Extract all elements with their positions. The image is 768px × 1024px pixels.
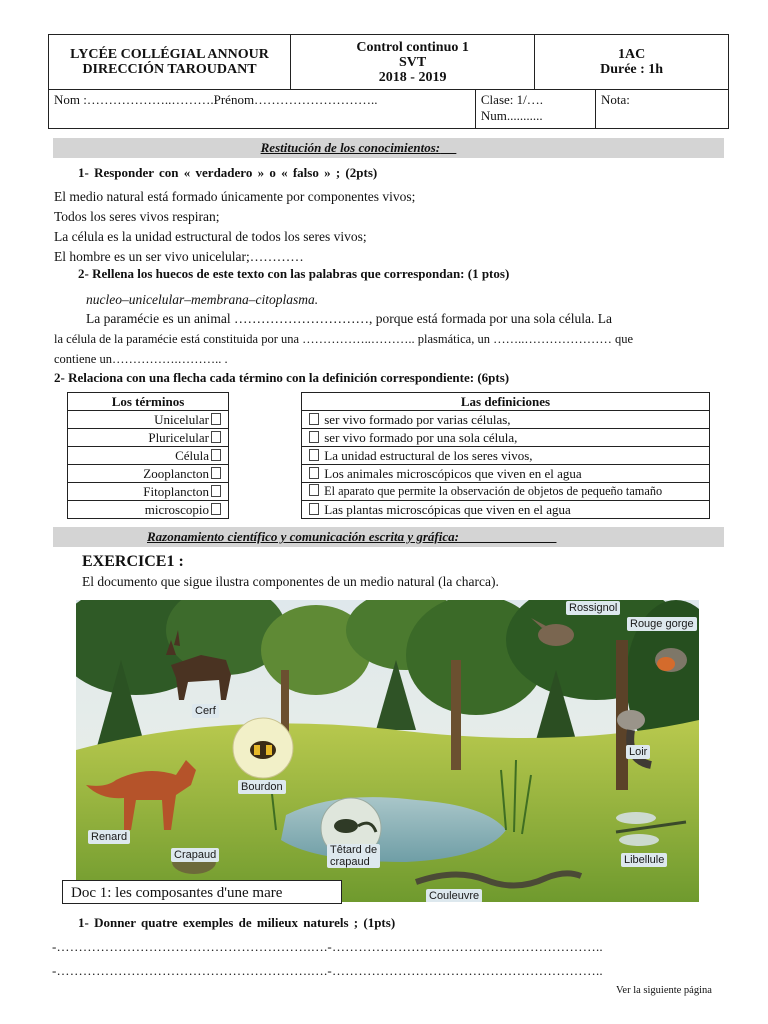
definition-row[interactable]: La unidad estructural de los seres vivos, bbox=[302, 447, 710, 465]
answer-line-1[interactable]: -………………………………………………….….-…………………………………………………….. bbox=[52, 939, 603, 954]
checkbox-icon[interactable] bbox=[309, 467, 319, 479]
definitions-table bbox=[301, 392, 710, 519]
definition-row[interactable]: El aparato que permite la observación de objetos de pequeño tamaño bbox=[302, 483, 710, 501]
duration: Durée : 1h bbox=[600, 62, 664, 77]
level: 1AC bbox=[618, 47, 646, 62]
definition-row[interactable]: ser vivo formado por varias células, bbox=[302, 411, 710, 429]
checkbox-icon[interactable] bbox=[309, 449, 319, 461]
label-renard: Renard bbox=[88, 830, 130, 844]
term-row[interactable]: Zooplancton bbox=[68, 465, 229, 483]
label-rossignol: Rossignol bbox=[566, 601, 620, 615]
school-line1: LYCÉE COLLÉGIAL ANNOUR bbox=[70, 47, 269, 62]
grade-field[interactable]: Nota: bbox=[596, 90, 729, 129]
question-1-title: 1- Responder con « verdadero » o « falso » ; (2pts) bbox=[78, 165, 378, 180]
school-line2: DIRECCIÓN TAROUDANT bbox=[82, 62, 257, 77]
exercise-title: EXERCICE1 : bbox=[82, 553, 184, 570]
footer-next-page: Ver la siguiente página bbox=[616, 985, 712, 996]
section-restitucion: Restitución de los conocimientos: bbox=[53, 138, 724, 158]
checkbox-icon[interactable] bbox=[211, 503, 221, 515]
checkbox-icon[interactable] bbox=[211, 485, 221, 497]
exam-line1: Control continuo 1 bbox=[356, 39, 469, 55]
robin-figure bbox=[655, 648, 687, 672]
label-bourdon: Bourdon bbox=[238, 780, 286, 794]
checkbox-icon[interactable] bbox=[309, 484, 319, 496]
statement-3: La célula es la unidad estructural de todos los seres vivos; bbox=[54, 229, 367, 244]
question-2-title: 2- Rellena los huecos de este texto con las palabras que correspondan: (1 ptos) bbox=[78, 266, 510, 281]
checkbox-icon[interactable] bbox=[309, 431, 319, 443]
checkbox-icon[interactable] bbox=[211, 467, 221, 479]
name-field[interactable]: Nom :………………..……….Prénom……………………….. bbox=[49, 90, 476, 129]
label-rouge-gorge: Rouge gorge bbox=[627, 617, 697, 631]
statement-1: El medio natural está formado únicamente por componentes vivos; bbox=[54, 189, 416, 204]
label-tetard: Têtard de crapaud bbox=[327, 844, 380, 868]
definition-row[interactable]: Las plantas microscópicas que viven en el agua bbox=[302, 501, 710, 519]
label-libellule: Libellule bbox=[621, 853, 667, 867]
statement-list bbox=[54, 187, 415, 267]
exam-line3: 2018 - 2019 bbox=[378, 69, 447, 85]
level-cell bbox=[535, 35, 729, 90]
pond-scene bbox=[76, 600, 699, 902]
word-bank: nucleo–unicelular–membrana–citoplasma. bbox=[86, 292, 319, 307]
label-loir: Loir bbox=[626, 745, 650, 759]
term-row[interactable]: Unicelular bbox=[68, 411, 229, 429]
terms-table bbox=[67, 392, 229, 519]
answer-line-2[interactable]: -………………………………………………….….-…………………………………………………….. bbox=[52, 963, 603, 978]
exam-line2: SVT bbox=[399, 54, 427, 70]
fill-text-line2: la célula de la paramécie está constituida por una ……………..……….. plasmática, un ……..………………… que bbox=[54, 332, 634, 346]
checkbox-icon[interactable] bbox=[211, 449, 221, 461]
section-razonamiento: Razonamiento científico y comunicación escrita y gráfica: bbox=[53, 527, 724, 547]
school-cell bbox=[49, 35, 291, 90]
statement-2: Todos los seres vivos respiran; bbox=[54, 209, 220, 224]
question-3-title: 2- Relaciona con una flecha cada término con la definición correspondiente: (6pts) bbox=[54, 370, 510, 385]
statement-4: El hombre es un ser vivo unicelular;………… bbox=[54, 249, 304, 264]
class-field[interactable]: Clase: 1/…. Num........... bbox=[475, 90, 595, 129]
definition-row[interactable]: Los animales microscópicos que viven en el agua bbox=[302, 465, 710, 483]
label-cerf: Cerf bbox=[192, 704, 219, 718]
checkbox-icon[interactable] bbox=[309, 503, 319, 515]
terms-header: Los términos bbox=[68, 393, 229, 411]
fill-text-line3: contiene un…………….……….. . bbox=[54, 352, 228, 366]
pond-illustration bbox=[76, 600, 699, 902]
definition-row[interactable]: ser vivo formado por una sola célula, bbox=[302, 429, 710, 447]
doc-caption: Doc 1: les composantes d'une mare bbox=[62, 880, 342, 904]
exercise-question-1: 1- Donner quatre exemples de milieux naturels ; (1pts) bbox=[78, 915, 396, 930]
term-row[interactable]: microscopio bbox=[68, 501, 229, 519]
definitions-header: Las definiciones bbox=[302, 393, 710, 411]
exam-cell bbox=[291, 35, 535, 90]
exam-header bbox=[48, 34, 729, 129]
exercise-intro: El documento que sigue ilustra componentes de un medio natural (la charca). bbox=[82, 574, 499, 589]
label-crapaud: Crapaud bbox=[171, 848, 219, 862]
label-couleuvre: Couleuvre bbox=[426, 889, 482, 902]
checkbox-icon[interactable] bbox=[309, 413, 319, 425]
checkbox-icon[interactable] bbox=[211, 413, 221, 425]
term-row[interactable]: Fitoplancton bbox=[68, 483, 229, 501]
fill-text-line1: La paramécie es un animal …………………………, porque está formada por una sola célula. La bbox=[86, 311, 612, 326]
checkbox-icon[interactable] bbox=[211, 431, 221, 443]
term-row[interactable]: Pluricelular bbox=[68, 429, 229, 447]
term-row[interactable]: Célula bbox=[68, 447, 229, 465]
